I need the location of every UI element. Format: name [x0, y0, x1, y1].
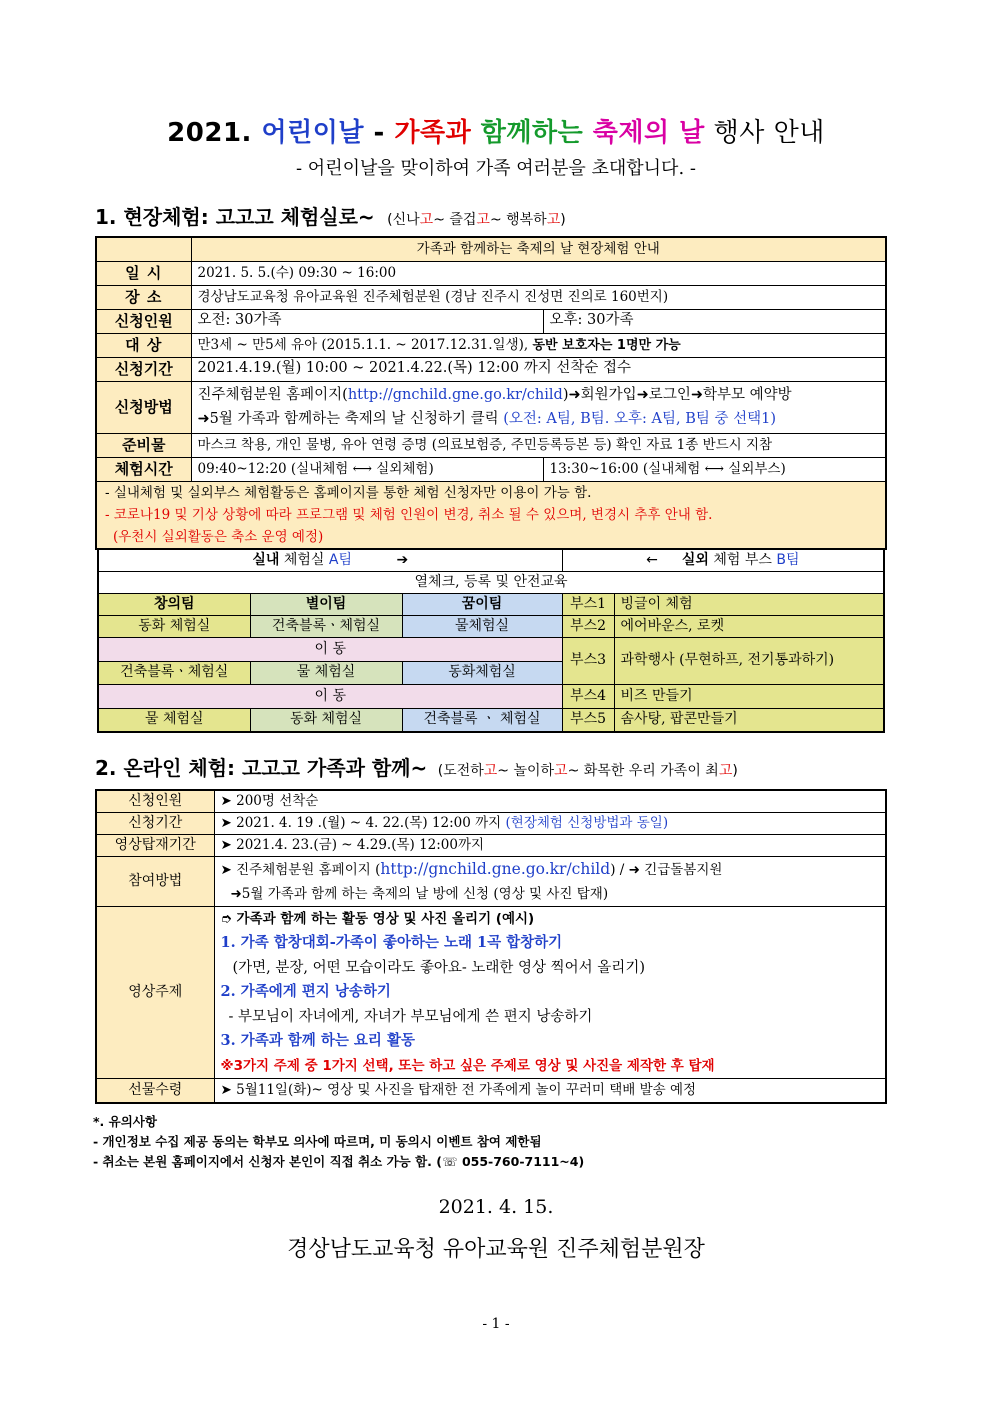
online-period-label: 신청기간 [96, 812, 214, 834]
schedule-cell: 건축블록 ㆍ 체험실 [402, 708, 562, 732]
team-dream: 꿈이팀 [402, 593, 562, 615]
theme-1: 1. 가족 합창대회-가족이 좋아하는 노래 1곡 합창하기 [220, 934, 563, 951]
place-value: 경상남도교육청 유아교육원 진주체험분원 (경남 진주시 진성면 진의로 160번지) [191, 285, 886, 309]
title-year: 2021. [167, 118, 262, 148]
online-upload-value: ➤ 2021.4. 23.(금) ~ 4.29.(목) 12:00까지 [214, 834, 886, 856]
schedule-cell: 동화 체험실 [250, 708, 402, 732]
booth-name: 부스1 [562, 593, 614, 615]
booth-activity: 에어바운스, 로켓 [614, 615, 884, 637]
issuing-organization: 경상남도교육청 유아교육원 진주체험분원장 [287, 1237, 705, 1262]
onsite-note-2: - 코로나19 및 기상 상황에 따라 프로그램 및 체험 인원이 변경, 취소 될 수 있으며, 변경시 추후 안내 함. [105, 506, 713, 523]
method-label: 신청방법 [96, 381, 191, 433]
time-am: 09:40~12:20 (실내체험 ⟷ 실외체험) [191, 457, 543, 481]
theme-head: ➮ 가족과 함께 하는 활동 영상 및 사진 올리기 (예시) [220, 910, 535, 927]
target-guardian-note: 동반 보호자는 1명만 가능 [532, 337, 681, 353]
page-number: - 1 - [482, 1316, 510, 1332]
notice-line-1: - 개인정보 수집 제공 동의는 학부모 의사에 따르며, 미 동의시 이벤트 참여 제한됨 [93, 1134, 542, 1149]
online-theme-value [214, 906, 886, 1079]
onsite-table-header: 가족과 함께하는 축제의 날 현장체험 안내 [191, 237, 886, 261]
method-value: 진주체험분원 홈페이지(http://gnchild.gne.go.kr/child)➜회원가입➜로그인➜학부모 예약방 ➜5월 가족과 함께하는 축제의 날 신청하기 클릭 (오전: A팀, B팀. 오후: A팀, B팀 중 선택1) [191, 381, 886, 433]
page-subtitle: - 어린이날을 맞이하여 가족 여러분을 초대합니다. - [296, 158, 696, 179]
onsite-info-table [95, 236, 887, 550]
online-join-value: ➤ 진주체험분원 홈페이지 (http://gnchild.gne.go.kr/child) / ➜ 긴급돌봄지원 ➜5월 가족과 함께 하는 축제의 날 방에 신청 (영상 및 사진 탑재) [214, 856, 886, 906]
booth-activity: 비즈 만들기 [614, 684, 884, 708]
period-label: 신청기간 [96, 357, 191, 381]
left-arrow-icon: ← [646, 551, 658, 568]
date-label: 일 시 [96, 261, 191, 285]
indoor-header: 실내 체험실 A팀 ➔ [98, 549, 562, 571]
people-am: 오전: 30가족 [191, 309, 543, 333]
title-childrens-day: 어린이날 [261, 118, 364, 148]
title-family: 가족과 [394, 118, 481, 148]
theme-note: ※3가지 주제 중 1가지 선택, 또는 하고 싶은 주제로 영상 및 사진을 제작한 후 탑재 [220, 1057, 715, 1074]
page-title [0, 112, 992, 149]
online-theme-label: 영상주제 [96, 906, 214, 1079]
move-row: 이 동 [98, 637, 562, 661]
title-suffix: 행사 안내 [704, 118, 825, 148]
schedule-cell: 물 체험실 [250, 661, 402, 684]
section2-subtitle: (도전하고~ 놀이하고~ 화목한 우리 가족이 최고) [437, 763, 738, 779]
online-period-value: ➤ 2021. 4. 19 .(월) ~ 4. 22.(목) 12:00 까지 (현장체험 신청방법과 동일) [214, 812, 886, 834]
booth-activity: 빙글이 체험 [614, 593, 884, 615]
booth-activity: 과학행사 (무현하프, 전기통과하기) [614, 637, 884, 684]
booth-name: 부스2 [562, 615, 614, 637]
onsite-note-1: - 실내체험 및 실외부스 체험활동은 홈페이지를 통한 체험 신청자만 이용이 가능 함. [105, 484, 592, 501]
booth-name: 부스5 [562, 708, 614, 732]
booth-name: 부스4 [562, 684, 614, 708]
booth-name: 부스3 [562, 637, 614, 684]
prep-label: 준비물 [96, 433, 191, 457]
online-gift-label: 선물수령 [96, 1079, 214, 1103]
people-pm: 오후: 30가족 [543, 309, 886, 333]
theme-2: 2. 가족에게 편지 낭송하기 [220, 983, 391, 1000]
notice-line-2: - 취소는 본원 홈페이지에서 신청자 본인이 직접 취소 가능 함. (☏ 055-760-7111~4) [93, 1154, 585, 1169]
online-gift-value: ➤ 5월11일(화)~ 영상 및 사진을 탑재한 전 가족에게 놀이 꾸러미 택배 발송 예정 [214, 1079, 886, 1103]
schedule-cell: 동화 체험실 [98, 615, 250, 637]
onsite-note-3: (우천시 실외활동은 축소 운영 예정) [113, 528, 324, 545]
target-value: 만3세 ~ 만5세 유아 (2015.1.1. ~ 2017.12.31.일생), 동반 보호자는 1명만 가능 [191, 333, 886, 357]
section1-title: 1. 현장체험: 고고고 체험실로~ [95, 205, 375, 229]
online-homepage-link[interactable]: http://gnchild.gne.go.kr/child [380, 859, 611, 878]
team-star: 별이팀 [250, 593, 402, 615]
method-team-choice: (오전: A팀, B팀. 오후: A팀, B팀 중 선택1) [503, 411, 776, 427]
onsite-notes [96, 481, 886, 549]
title-dash: - [363, 118, 395, 148]
period-value: 2021.4.19.(월) 10:00 ~ 2021.4.22.(목) 12:00 까지 선착순 접수 [191, 357, 886, 381]
schedule-cell: 건축블록ㆍ체험실 [250, 615, 402, 637]
section2-title: 2. 온라인 체험: 고고고 가족과 함께~ [95, 756, 428, 780]
schedule-cell: 물체험실 [402, 615, 562, 637]
theme-2-sub: - 부모님이 자녀에게, 자녀가 부모님에게 쓴 편지 낭송하기 [228, 1008, 593, 1025]
time-pm: 13:30~16:00 (실내체험 ⟷ 실외부스) [543, 457, 886, 481]
notice-head: *. 유의사항 [93, 1114, 157, 1129]
schedule-table [97, 548, 885, 733]
online-info-table [95, 789, 887, 1104]
homepage-link[interactable]: http://gnchild.gne.go.kr/child [347, 387, 563, 403]
section1-heading [95, 201, 566, 230]
booth-activity: 솜사탕, 팝콘만들기 [614, 708, 884, 732]
right-arrow-icon: ➔ [396, 551, 409, 568]
move-row: 이 동 [98, 684, 562, 708]
online-people-value: ➤ 200명 선착순 [214, 790, 886, 812]
title-together: 함께하는 [480, 118, 593, 148]
schedule-cell: 물 체험실 [98, 708, 250, 732]
date-value: 2021. 5. 5.(수) 09:30 ~ 16:00 [191, 261, 886, 285]
schedule-cell: 동화체험실 [402, 661, 562, 684]
section2-heading [95, 752, 738, 781]
outdoor-header: ← 실외 체험 부스 B팀 [562, 549, 884, 571]
title-festival: 축제의 날 [592, 118, 705, 148]
theme-3: 3. 가족과 함께 하는 요리 활동 [220, 1032, 415, 1049]
online-join-label: 참여방법 [96, 856, 214, 906]
team-creative: 창의팀 [98, 593, 250, 615]
target-label: 대 상 [96, 333, 191, 357]
theme-1-sub: (가면, 분장, 어떤 모습이라도 좋아요- 노래한 영상 찍어서 올리기) [232, 959, 645, 976]
time-label: 체험시간 [96, 457, 191, 481]
section1-subtitle: (신나고~ 즐겁고~ 행복하고) [387, 212, 566, 228]
notice-section [93, 1112, 584, 1172]
issue-date: 2021. 4. 15. [438, 1196, 554, 1218]
schedule-cell: 건축블록ㆍ체험실 [98, 661, 250, 684]
online-upload-label: 영상탑재기간 [96, 834, 214, 856]
online-period-note: (현장체험 신청방법과 동일) [505, 814, 669, 831]
people-label: 신청인원 [96, 309, 191, 333]
place-label: 장 소 [96, 285, 191, 309]
online-people-label: 신청인원 [96, 790, 214, 812]
prep-value: 마스크 착용, 개인 물병, 유아 연령 증명 (의료보험증, 주민등록등본 등) 확인 자료 1종 반드시 지참 [191, 433, 886, 457]
checkin-row: 열체크, 등록 및 안전교육 [98, 571, 884, 593]
